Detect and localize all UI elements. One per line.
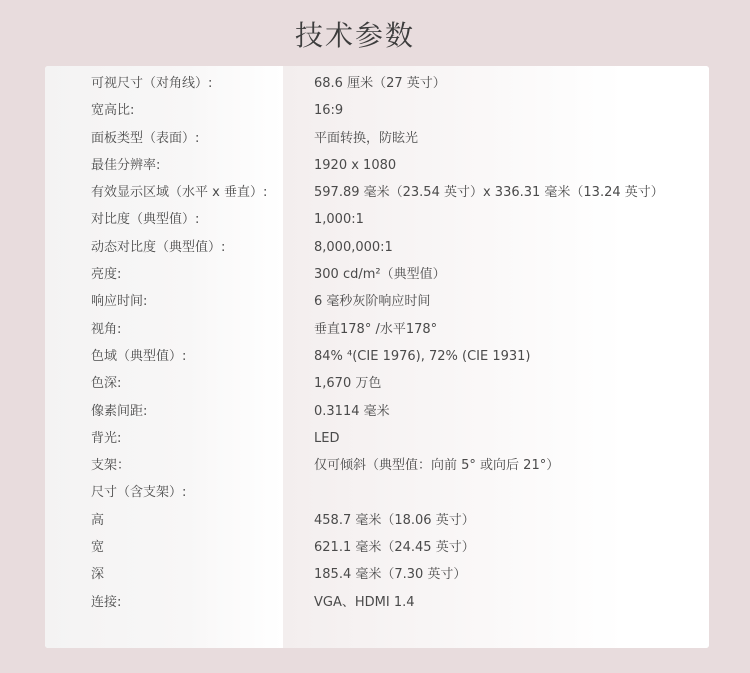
spec-value: 1920 x 1080 (314, 157, 397, 173)
spec-row-response-time (45, 288, 709, 315)
spec-row-resolution (45, 152, 709, 179)
page-title: 技术参数 (294, 19, 415, 52)
spec-row-dimensions (45, 479, 709, 506)
spec-row-color-gamut (45, 343, 709, 370)
spec-label: 最佳分辨率: (91, 157, 161, 173)
spec-value: 1,000:1 (314, 212, 364, 228)
spec-value: 185.4 毫米（7.30 英寸） (314, 567, 467, 583)
spec-row-aspect-ratio (45, 97, 709, 124)
spec-value: VGA、HDMI 1.4 (314, 594, 415, 610)
spec-label: 响应时间: (91, 294, 148, 310)
spec-label: 尺寸（含支架）: (91, 485, 187, 501)
spec-label: 可视尺寸（对角线）: (91, 76, 213, 91)
spec-row-panel-type (45, 125, 709, 152)
spec-label: 动态对比度（典型值）: (91, 239, 226, 255)
spec-row-depth (45, 561, 709, 588)
spec-label: 有效显示区域（水平 x 垂直）: (91, 185, 268, 201)
spec-value: 仅可倾斜（典型值：向前 5° 或向后 21°） (314, 458, 560, 474)
spec-row-connectivity (45, 589, 709, 616)
spec-label: 深 (91, 567, 105, 583)
spec-label: 对比度（典型值）: (91, 212, 200, 228)
spec-value: 8,000,000:1 (314, 239, 393, 255)
spec-table (45, 66, 709, 648)
spec-value: 6 毫秒灰阶响应时间 (314, 294, 431, 310)
spec-value: 垂直178° /水平178° (314, 321, 438, 337)
spec-value: 平面转换，防眩光 (314, 130, 419, 146)
spec-row-active-area (45, 179, 709, 206)
spec-value: 84% ⁴(CIE 1976), 72% (CIE 1931) (314, 348, 531, 364)
spec-row-backlight (45, 425, 709, 452)
spec-value: 0.3114 毫米 (314, 403, 390, 419)
spec-value: 300 cd/m²（典型值） (314, 267, 446, 283)
spec-label: 宽 (91, 540, 105, 556)
spec-value: 597.89 毫米（23.54 英寸）x 336.31 毫米（13.24 英寸） (314, 185, 664, 201)
spec-row-stand (45, 452, 709, 479)
spec-label: 视角: (91, 321, 122, 337)
spec-row-width (45, 534, 709, 561)
spec-value: 458.7 毫米（18.06 英寸） (314, 512, 475, 528)
spec-label: 色域（典型值）: (91, 348, 187, 364)
spec-list (45, 70, 709, 616)
spec-label: 支架： (91, 458, 131, 474)
spec-value: 1,670 万色 (314, 376, 382, 392)
spec-label: 连接: (91, 594, 122, 610)
spec-label: 像素间距: (91, 403, 148, 419)
spec-row-dynamic-contrast (45, 234, 709, 261)
spec-row-height (45, 507, 709, 534)
spec-label: 高 (91, 512, 105, 528)
spec-value: 68.6 厘米（27 英寸） (314, 76, 446, 91)
spec-row-viewing-angle (45, 316, 709, 343)
spec-row-screen-size (45, 70, 709, 97)
spec-label: 亮度: (91, 267, 122, 283)
spec-label: 宽高比: (91, 103, 135, 119)
spec-value: 621.1 毫米（24.45 英寸） (314, 540, 475, 556)
spec-value: LED (314, 430, 340, 446)
spec-value: 16:9 (314, 103, 344, 119)
spec-row-pixel-pitch (45, 398, 709, 425)
spec-label: 背光: (91, 430, 122, 446)
spec-row-brightness (45, 261, 709, 288)
spec-label: 色深: (91, 376, 122, 392)
spec-row-color-depth (45, 370, 709, 397)
spec-row-contrast (45, 206, 709, 233)
spec-label: 面板类型（表面）: (91, 130, 200, 146)
